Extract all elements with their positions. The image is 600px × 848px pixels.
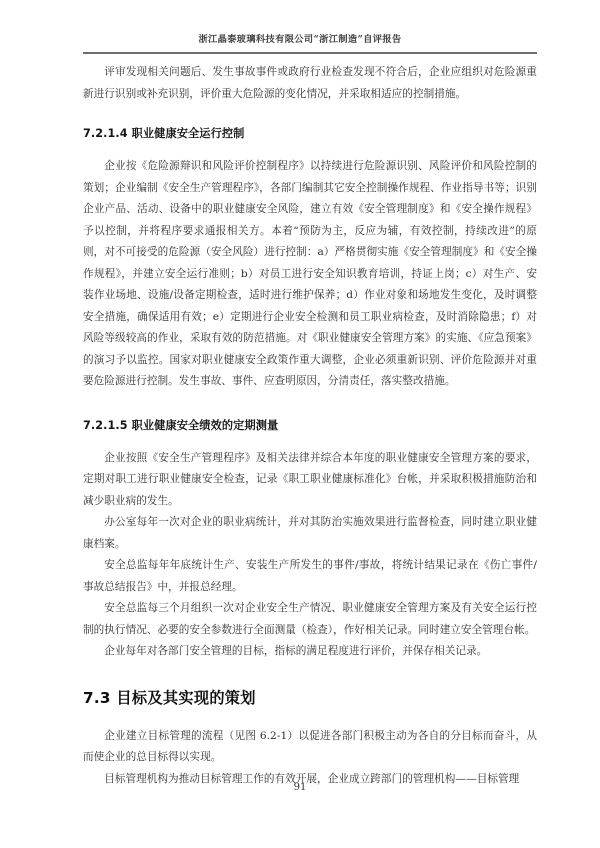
spacer: [83, 143, 537, 156]
page-number-footer: 91: [293, 782, 307, 793]
section-7-2-1-5-paragraph-2: 办公室每年一次对企业的职业病统计，并对其防治实施效果进行监督检查，同时建立职业健康档案。: [83, 516, 537, 550]
section-heading-7-2-1-5: 7.2.1.5 职业健康安全绩效的定期测量: [83, 418, 279, 432]
section-7-2-1-5-paragraph-1: 企业按照《安全生产管理程序》及相关法律并综合本年度的职业健康安全管理方案的要求，定期对职工进行职业健康安全检查，记录《职工职业健康标准化》台帐，并采取积极措施防治和减少职业病的发生。: [83, 451, 537, 507]
page-header-title: 浙江晶泰玻璃科技有限公司“浙江制造”自评报告: [198, 34, 402, 45]
section-7-2-1-5-paragraph-5: 企业每年对各部门安全管理的目标，指标的满足程度进行评价，并保存相关记录。: [104, 645, 488, 657]
section-7-3-paragraph-1: 企业建立目标管理的流程（见图 6.2-1）以促进各部门积极主动为各自的分目标而奋斗，从而使企业的总目标得以实现。: [83, 729, 537, 763]
section-7-2-1-5-paragraph-3: 安全总监每年年底统计生产、安装生产所发生的事件/事故，将统计结果记录在《伤亡事件/事故总结报告》中，并报总经理。: [83, 559, 537, 593]
section-7-2-1-5-paragraph-4: 安全总监每三个月组织一次对企业安全生产情况、职业健康安全管理方案及有关安全运行控制的执行情况、必要的安全参数进行全面测量（检查），作好相关记录。同时建立安全管理台帐。: [83, 602, 537, 636]
header-divider-rule: [83, 52, 537, 54]
spacer: [83, 435, 537, 448]
spacer: [83, 393, 537, 417]
spacer: [83, 663, 537, 687]
spacer: [83, 709, 537, 726]
section-7-2-1-4-paragraph-1: 企业按《危险源辩识和风险评价控制程序》以持续进行危险源识别、风险评价和风险控制的策划；企业编制《安全生产管理程序》，各部门编制其它安全控制操作规程、作业指导书等；识别企业产品、活动、设备中的职业健康安全风险，建立有效《安全管理制度》和《安全操作规程》予以控制，并将程序要求通报相关方。本着“预防为主，反应为辅，有效控制，持续改进”的原则，对不可接受的危险源（安全风险）进行控制：a）严格贯彻实施《安全管理制度》和《安全操作规程》，并建立安全运行准则；b）对员工进行安全知识教育培训，持证上岗；c）对生产、安装作业场地、设施/设备定期检查，适时进行维护保养；d）作业对象和场地发生变化，及时调整安全措施，确保适用有效；e）定期进行企业安全检测和员工职业病检查，及时消除隐患；f）对风险等级较高的作业，采取有效的防范措施。对《职业健康安全管理方案》的实施、《应急预案》的演习予以监控。国家对职业健康安全政策作重大调整，企业必须重新识别、评价危险源并对重要危险源进行控制。发生事故、事件、应查明原因，分清责任，落实整改措施。: [83, 160, 537, 387]
section-7-3-paragraph-2: 目标管理机构为推动目标管理工作的有效开展，企业成立跨部门的管理机构——目标管理: [104, 772, 520, 785]
page-content: [83, 62, 537, 790]
intro-paragraph: 评审发现相关问题后、发生事故事件或政府行业检查发现不符合后，企业应组织对危险源重新进行识别或补充识别，评价重大危险源的变化情况，并采取相适应的控制措施。: [83, 66, 537, 100]
section-heading-7-3: 7.3 目标及其实现的策划: [83, 688, 256, 707]
spacer: [83, 105, 537, 125]
section-heading-7-2-1-4: 7.2.1.4 职业健康安全运行控制: [83, 127, 245, 140]
